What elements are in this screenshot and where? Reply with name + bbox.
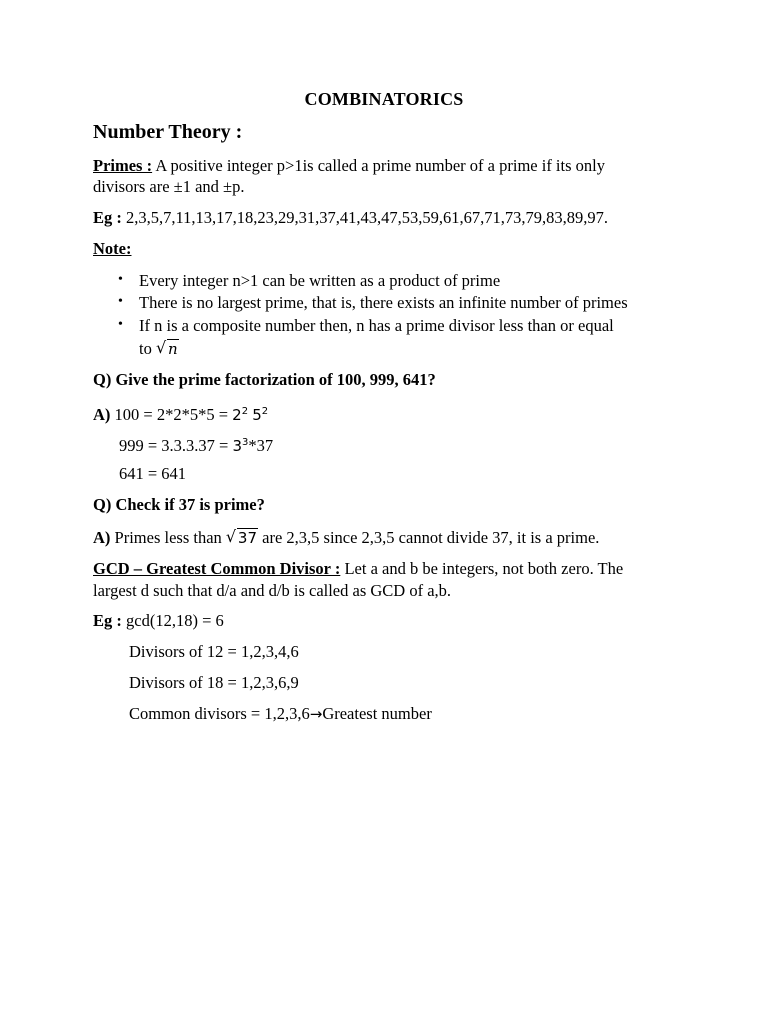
sqrt-37: √ 37 (225, 527, 258, 547)
section-heading: Number Theory : (93, 121, 243, 143)
bullet-item: There is no largest prime, that is, there exists an infinite number of primes (139, 293, 628, 312)
common-divisors-text: Common divisors = 1,2,3,6 (129, 704, 310, 723)
divisors-of-18: Divisors of 18 = 1,2,3,6,9 (129, 673, 299, 692)
divisors-of-12: Divisors of 12 = 1,2,3,4,6 (129, 642, 299, 661)
answer-2-pre: Primes less than (110, 528, 226, 547)
bullet-dot: • (118, 272, 123, 287)
arrow-right-icon: → (309, 705, 323, 723)
sqrt-37-radicand: 37 (237, 529, 258, 547)
gcd-definition-line1 (93, 559, 623, 579)
answer-1-line2 (119, 433, 273, 456)
answer-1-line3: 641 = 641 (119, 464, 187, 483)
note-label: Note: (93, 239, 132, 258)
sqrt-n-radicand: n (167, 340, 178, 358)
answer-2-label: A) (93, 528, 111, 547)
common-divisors (129, 704, 432, 724)
bullet3-cont-text: to (139, 339, 156, 358)
bullet-item-continuation (139, 339, 179, 359)
answer-1-text: 100 = 2*2*5*5 = (110, 405, 233, 424)
question-1: Q) Give the prime factorization of 100, 999, 641? (93, 370, 436, 389)
primes-definition-line1 (93, 156, 605, 176)
primes-text: A positive integer p>1is called a prime number of a prime if its only (152, 156, 605, 175)
answer-1-line2-tail: *37 (248, 436, 274, 455)
power-exponent: 2 (261, 406, 269, 417)
question-2: Q) Check if 37 is prime? (93, 495, 265, 514)
bullet-dot: • (118, 294, 123, 309)
primes-label: Primes : (93, 156, 153, 175)
gcd-definition-line2: largest d such that d/a and d/b is called as GCD of a,b. (93, 581, 452, 600)
answer-1-line1 (93, 402, 268, 425)
answer-1-line2-text: 999 = 3.3.3.37 = (119, 436, 233, 455)
primes-example (93, 208, 608, 228)
example-label: Eg : (93, 208, 122, 227)
example-text: 2,3,5,7,11,13,17,18,23,29,31,37,41,43,47,53,59,61,67,71,73,79,83,89,97. (121, 208, 609, 227)
power-base: 2 (232, 406, 242, 424)
common-divisors-tail: Greatest number (322, 704, 432, 723)
power-base: 3 (232, 437, 243, 455)
document-title: COMBINATORICS (304, 89, 464, 109)
answer-2-post: are 2,3,5 since 2,3,5 cannot divide 37, it is a prime. (258, 528, 600, 547)
bullet-dot: • (118, 317, 123, 332)
answer-1-label: A) (93, 405, 111, 424)
gcd-example (93, 611, 224, 631)
gcd-text: Let a and b be integers, not both zero. The (340, 559, 624, 578)
primes-definition-line2: divisors are ±1 and ±p. (93, 177, 245, 196)
gcd-example-label: Eg : (93, 611, 122, 630)
gcd-label: GCD – Greatest Common Divisor : (93, 559, 341, 578)
power-base: 5 (252, 406, 262, 424)
power-exponent: 3 (242, 437, 249, 448)
answer-2 (93, 528, 599, 548)
bullet-item: Every integer n>1 can be written as a product of prime (139, 271, 501, 290)
sqrt-n: √ n (155, 338, 178, 358)
power-exponent: 2 (241, 406, 249, 417)
bullet-item: If n is a composite number then, n has a prime divisor less than or equal (139, 316, 614, 335)
gcd-example-text: gcd(12,18) = 6 (121, 611, 224, 630)
